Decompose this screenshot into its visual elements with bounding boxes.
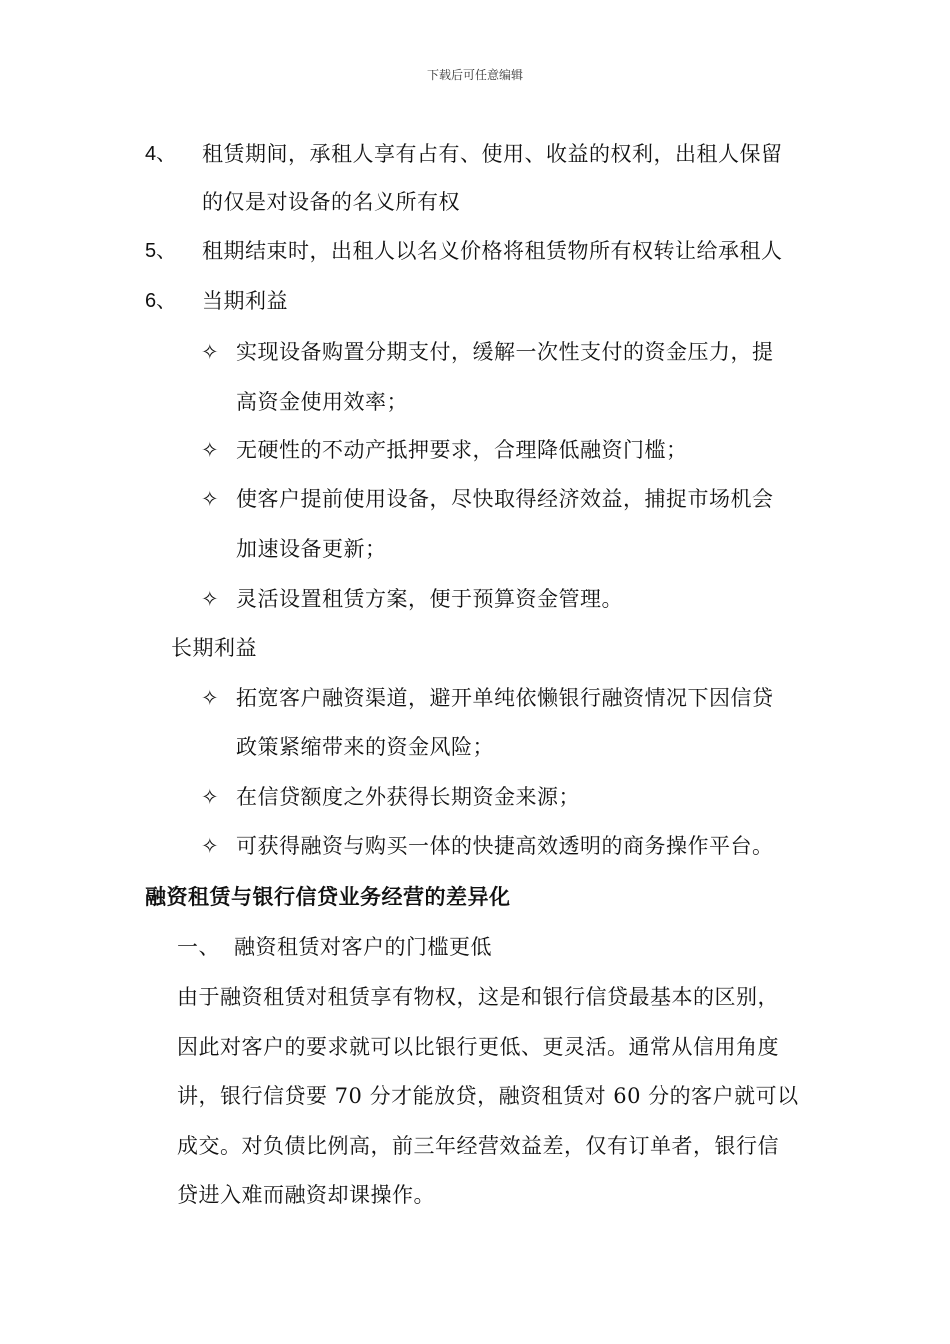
page-header: 下载后可任意编辑 [426, 68, 523, 82]
diamond-bullet-icon: ✧ [201, 686, 219, 710]
paragraph-line: 由于融资租赁对租赁享有物权，这是和银行信贷最基本的区别， [177, 985, 779, 1009]
section-title: 融资租赁与银行信贷业务经营的差异化 [145, 884, 511, 909]
bullet-text: 拓宽客户融资渠道，避开单纯依懒银行融资情况下因信贷 [236, 686, 774, 710]
list-item-number: 4、 [145, 143, 177, 165]
diamond-bullet-icon: ✧ [201, 487, 219, 511]
diamond-bullet-icon: ✧ [201, 438, 219, 462]
paragraph-line: 贷进入难而融资却课操作。 [177, 1183, 435, 1207]
list-item-number: 5、 [145, 240, 177, 262]
list-item-text: 当期利益 [202, 289, 288, 313]
paragraph-line: 讲，银行信贷要 70 分才能放贷，融资租赁对 60 分的客户就可以 [177, 1084, 799, 1108]
bullet-text: 灵活设置租赁方案，便于预算资金管理。 [236, 587, 623, 611]
bullet-text: 使客户提前使用设备，尽快取得经济效益，捕捉市场机会 [236, 487, 774, 511]
paragraph-line: 成交。对负债比例高，前三年经营效益差，仅有订单者，银行信 [177, 1134, 779, 1158]
diamond-bullet-icon: ✧ [201, 834, 219, 858]
bullet-text: 可获得融资与购买一体的快捷高效透明的商务操作平台。 [236, 834, 774, 858]
list-item-text: 租赁期间，承租人享有占有、使用、收益的权利，出租人保留 [202, 142, 783, 166]
bullet-text: 实现设备购置分期支付，缓解一次性支付的资金压力，提 [236, 340, 774, 364]
bullet-text: 政策紧缩带来的资金风险； [236, 735, 494, 759]
bullet-text: 高资金使用效率； [236, 390, 408, 414]
list-item-text: 租期结束时，出租人以名义价格将租赁物所有权转让给承租人 [202, 239, 783, 263]
bullet-text: 无硬性的不动产抵押要求，合理降低融资门槛； [236, 438, 688, 462]
diamond-bullet-icon: ✧ [201, 587, 219, 611]
bullet-text: 在信贷额度之外获得长期资金来源； [236, 785, 580, 809]
diamond-bullet-icon: ✧ [201, 340, 219, 364]
paragraph-line: 因此对客户的要求就可以比银行更低、更灵活。通常从信用角度 [177, 1035, 779, 1059]
long-term-heading: 长期利益 [171, 636, 257, 660]
subsection-title: 融资租赁对客户的门槛更低 [234, 935, 492, 959]
subsection-number: 一、 [177, 935, 220, 959]
bullet-text: 加速设备更新； [236, 537, 387, 561]
diamond-bullet-icon: ✧ [201, 785, 219, 809]
list-item-number: 6、 [145, 290, 177, 312]
list-item-text: 的仅是对设备的名义所有权 [202, 190, 460, 214]
